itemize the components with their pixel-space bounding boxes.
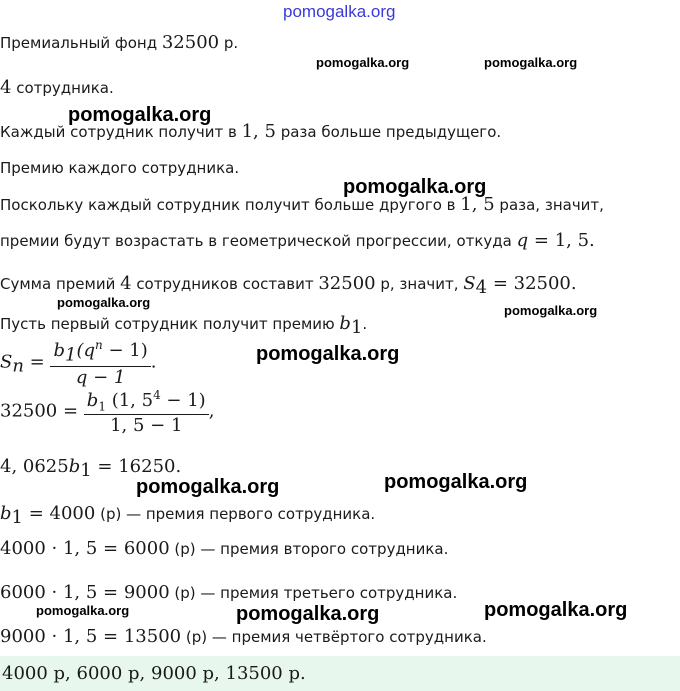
reasoning-ratio: 1, 5 <box>460 194 495 215</box>
sub-b: b <box>86 390 99 411</box>
coef-equation <box>0 456 181 481</box>
ratio-line <box>0 121 501 142</box>
sub-lhs: 32500 = <box>0 400 84 422</box>
sub-base: (1, 5 <box>105 390 154 411</box>
sub-comma: , <box>208 400 215 422</box>
third-calc: 6000 · 1, 5 = 9000 <box>0 582 170 603</box>
coef-b: b <box>68 456 81 477</box>
sub-denominator: 1, 5 − 1 <box>110 414 183 436</box>
reasoning-text: Поскольку каждый сотрудник получит больше другого в <box>0 196 461 214</box>
fourth-desc: (р) — премия четвёртого сотрудника. <box>181 628 487 646</box>
s-symbol: S <box>463 273 476 294</box>
sum-mid2: р, значит, <box>375 275 464 293</box>
assumption-text: Пусть первый сотрудник получит премию <box>0 315 340 333</box>
b-symbol: b <box>339 313 351 334</box>
fourth-calc: 9000 · 1, 5 = 13500 <box>0 626 182 647</box>
sum-formula <box>0 338 156 388</box>
reasoning-line-2 <box>0 230 595 251</box>
fourth-bonus-line <box>0 626 487 647</box>
num-q-sup: n <box>95 338 103 352</box>
formula-s: S <box>0 351 13 373</box>
question-text: Премию каждого сотрудника. <box>0 159 240 177</box>
q-value: = 1, 5. <box>528 230 595 251</box>
sub-b-sub: 1 <box>98 399 106 414</box>
first-bonus-line <box>0 503 375 528</box>
num-b: b <box>53 340 65 361</box>
reasoning-tail: раза, значит, <box>494 196 604 214</box>
watermark: pomogalka.org <box>68 104 212 126</box>
sub-fraction <box>84 388 209 436</box>
first-value: = 4000 <box>22 503 96 524</box>
watermark: pomogalka.org <box>57 295 151 310</box>
formula-eq: = <box>23 351 51 373</box>
answer-box <box>0 656 680 691</box>
first-desc: (р) — премия первого сотрудника. <box>95 505 376 523</box>
fund-label: Премиальный фонд <box>0 34 162 52</box>
ratio-value: 1, 5 <box>241 121 276 142</box>
sum-line <box>0 273 577 298</box>
fund-line <box>0 32 238 53</box>
employee-count: 4 <box>0 77 12 98</box>
assumption-tail: . <box>362 315 368 333</box>
employees-label: сотрудника. <box>11 79 114 97</box>
num-end: − 1) <box>102 340 148 361</box>
watermark: pomogalka.org <box>504 303 598 318</box>
sub-numerator <box>84 388 209 415</box>
second-calc: 4000 · 1, 5 = 6000 <box>0 538 170 559</box>
watermark: pomogalka.org <box>236 603 380 625</box>
sum-count: 4 <box>120 273 132 294</box>
formula-denominator: q − 1 <box>75 366 126 388</box>
watermark: pomogalka.org <box>316 55 410 70</box>
first-b: b <box>0 503 12 524</box>
progression-text: премии будут возрастать в геометрической прогрессии, откуда <box>0 232 517 250</box>
site-link[interactable]: pomogalka.org <box>283 2 396 21</box>
formula-dot: . <box>150 351 157 373</box>
q-symbol: q <box>516 230 529 251</box>
first-b-sub: 1 <box>11 507 23 528</box>
watermark: pomogalka.org <box>136 476 280 498</box>
fund-amount: 32500 <box>161 32 220 53</box>
b-subscript: 1 <box>350 317 363 338</box>
formula-fraction <box>50 338 150 388</box>
second-desc: (р) — премия второго сотрудника. <box>169 540 449 558</box>
sub-end: − 1) <box>160 390 206 411</box>
coef-rhs: = 16250. <box>91 456 182 477</box>
watermark: pomogalka.org <box>484 599 628 621</box>
ratio-tail: раза больше предыдущего. <box>275 123 502 141</box>
formula-s-sub: n <box>12 355 24 377</box>
third-bonus-line <box>0 582 457 603</box>
watermark: pomogalka.org <box>36 603 130 618</box>
sum-amount: 32500 <box>318 273 376 294</box>
num-b-sub: 1 <box>65 344 77 366</box>
watermark: pomogalka.org <box>384 471 528 493</box>
reasoning-line-1 <box>0 194 604 215</box>
employees-line <box>0 77 114 98</box>
coef-value: 4, 0625 <box>0 456 69 477</box>
sum-mid: сотрудников составит <box>131 275 319 293</box>
watermark: pomogalka.org <box>343 176 487 198</box>
sum-text: Сумма премий <box>0 275 121 293</box>
question-line <box>0 159 239 177</box>
watermark: pomogalka.org <box>484 55 578 70</box>
fund-unit: р. <box>219 34 239 52</box>
substituted-formula <box>0 388 214 436</box>
second-bonus-line <box>0 538 448 559</box>
assumption-line <box>0 313 367 338</box>
coef-b-sub: 1 <box>80 460 92 481</box>
ratio-text: Каждый сотрудник получит в <box>0 123 242 141</box>
s-subscript: 4 <box>475 277 488 298</box>
num-q: (q <box>76 340 95 361</box>
third-desc: (р) — премия третьего сотрудника. <box>169 584 458 602</box>
formula-numerator <box>50 338 150 367</box>
watermark: pomogalka.org <box>256 343 400 365</box>
s-value: = 32500. <box>487 273 577 294</box>
answer-text: 4000 р, 6000 р, 9000 р, 13500 р. <box>2 663 306 684</box>
sub-exp: 4 <box>153 388 161 402</box>
